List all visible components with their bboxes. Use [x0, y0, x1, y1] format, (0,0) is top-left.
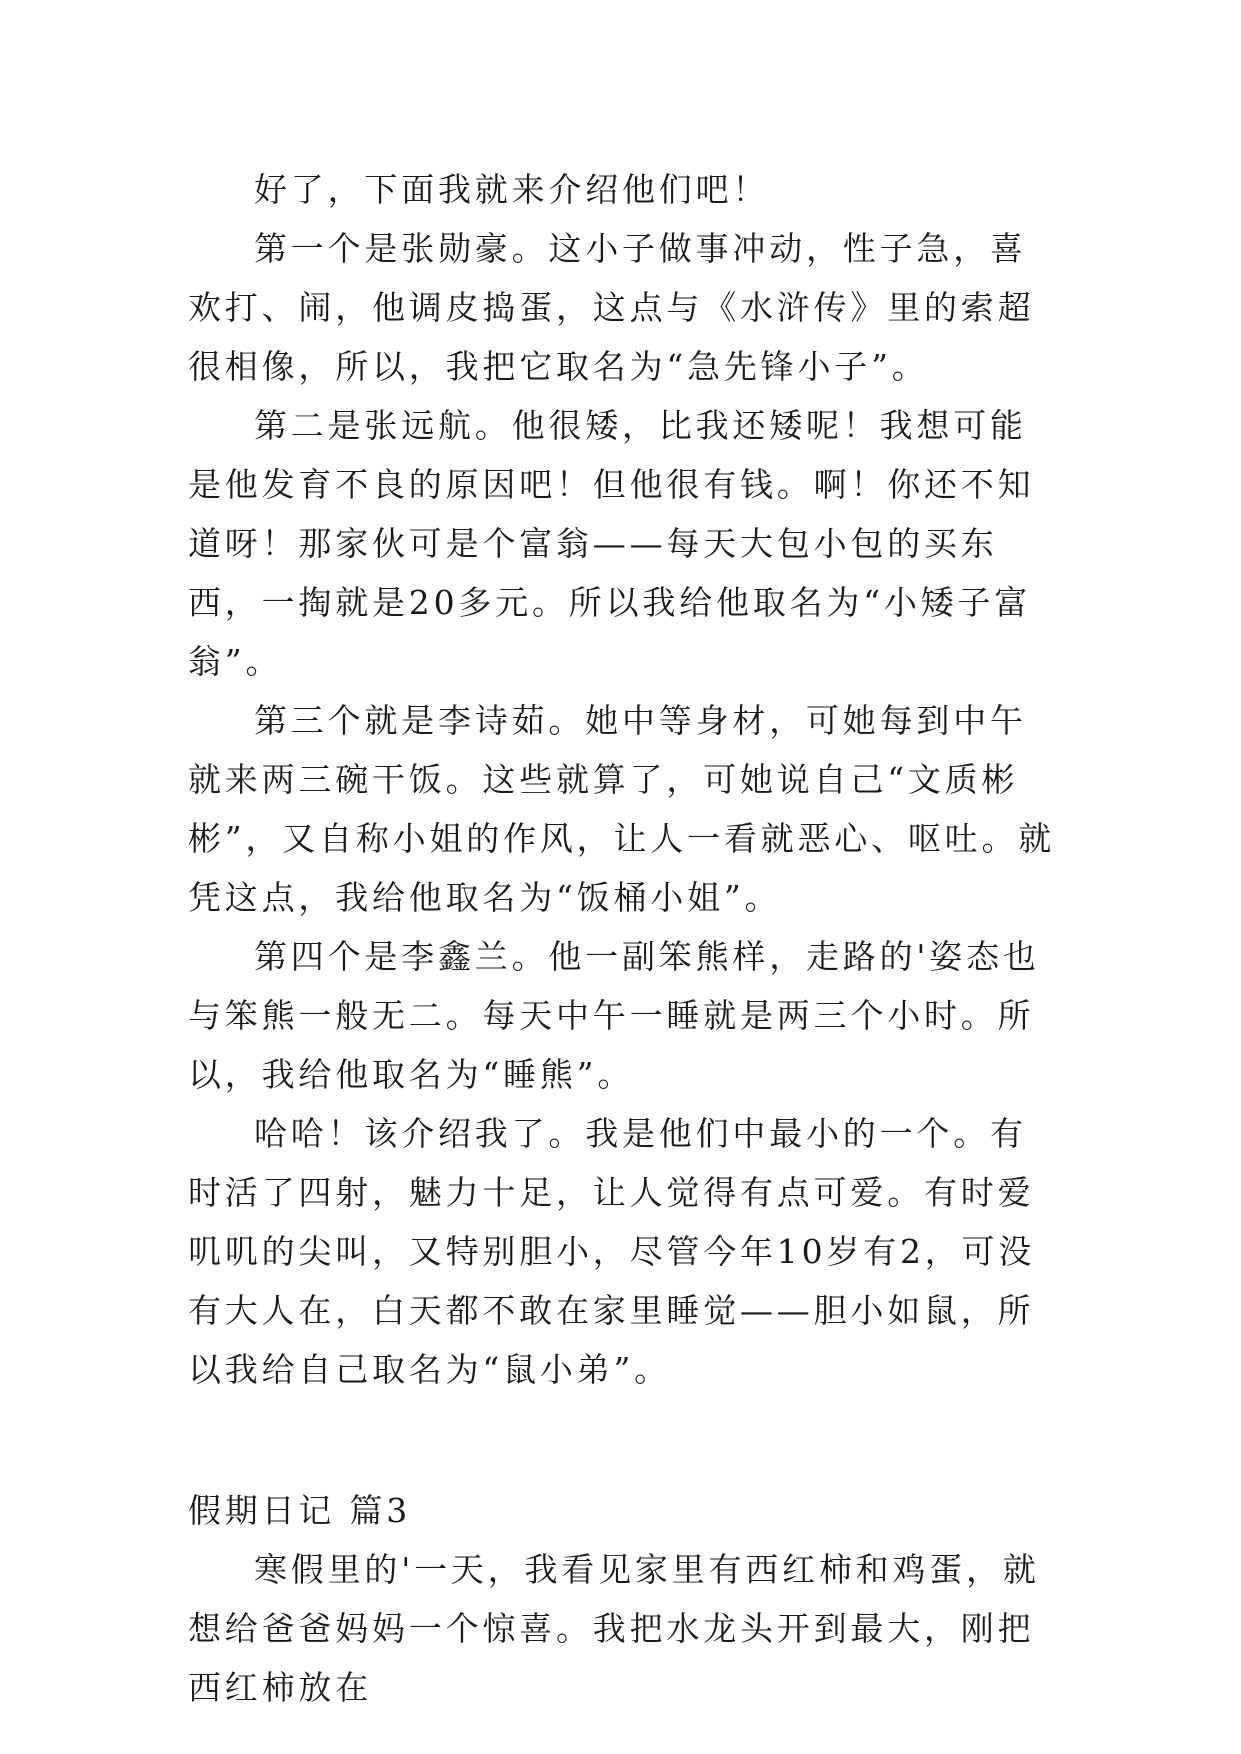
- paragraph-self-intro: 哈哈！该介绍我了。我是他们中最小的一个。有时活了四射，魅力十足，让人觉得有点可爱。有时爱叽叽的尖叫，又特别胆小，尽管今年10岁有2，可没有大人在，白天都不敢在家里睡觉——胆小如鼠，所以我给自己取名为“鼠小弟”。: [188, 1114, 1036, 1389]
- paragraph-zhang-yuanhang: 第二是张远航。他很矮，比我还矮呢！我想可能是他发育不良的原因吧！但他很有钱。啊！你还不知道呀！那家伙可是个富翁——每天大包小包的买东西，一掏就是20多元。所以我给他取名为“小矮子富翁”。: [188, 406, 1035, 681]
- document-body: [188, 160, 1058, 1717]
- section-title: 假期日记 篇3: [188, 1491, 412, 1530]
- paragraph-intro: 好了，下面我就来介绍他们吧！: [254, 170, 770, 209]
- paragraph-li-xinlan: 第四个是李鑫兰。他一副笨熊样，走路的'姿态也与笨熊一般无二。每天中午一睡就是两三个小时。所以，我给他取名为“睡熊”。: [188, 937, 1040, 1094]
- paragraph-winter-day: 寒假里的'一天，我看见家里有西红柿和鸡蛋，就想给爸爸妈妈一个惊喜。我把水龙头开到最大，刚把西红柿放在: [188, 1550, 1040, 1707]
- paragraph-zhang-xunhao: 第一个是张勋豪。这小子做事冲动，性子急，喜欢打、闹，他调皮捣蛋，这点与《水浒传》里的索超很相像，所以，我把它取名为“急先锋小子”。: [188, 229, 1035, 386]
- paragraph-li-shiru: 第三个就是李诗茹。她中等身材，可她每到中午就来两三碗干饭。这些就算了，可她说自己“文质彬彬”，又自称小姐的作风，让人一看就恶心、呕吐。就凭这点，我给他取名为“饭桶小姐”。: [188, 701, 1056, 917]
